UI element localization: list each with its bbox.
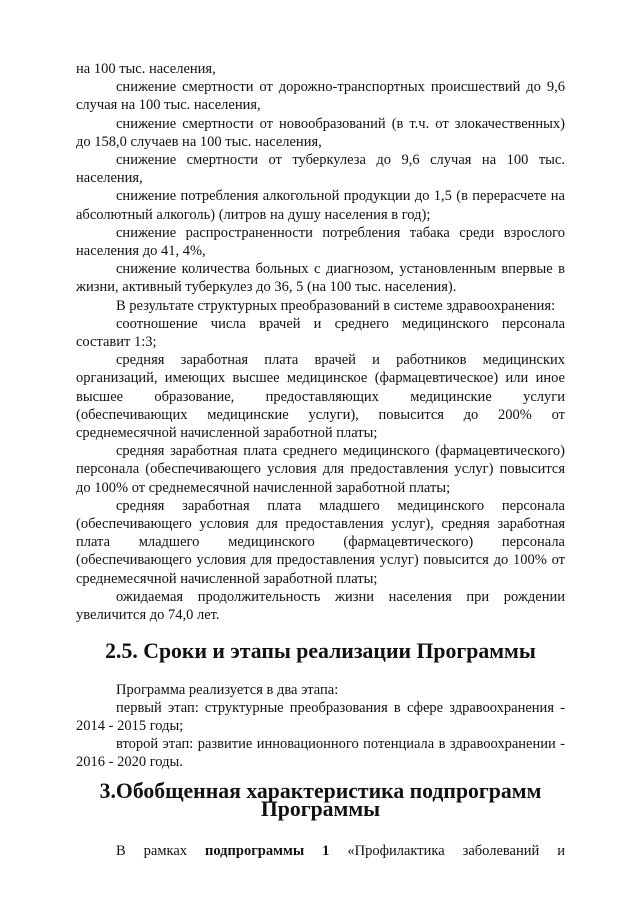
paragraph: ожидаемая продолжительность жизни населения при рождении увеличится до 74,0 лет. — [76, 588, 565, 624]
paragraph: Программа реализуется в два этапа: — [116, 681, 339, 698]
paragraph: снижение количества больных с диагнозом, установленным впервые в жизни, активный туберкулез до 36, 5 (на 100 тыс. населения). — [76, 261, 565, 296]
paragraph: на 100 тыс. населения, — [76, 61, 216, 77]
paragraph: снижение смертности от новообразований (в т.ч. от злокачественных) до 158,0 случаев на 100 тыс. населения, — [76, 115, 565, 150]
intro-text: «Профилактика заболеваний и — [329, 842, 565, 859]
paragraph: средняя заработная плата среднего медицинского (фармацевтического) персонала (обеспечивающего условия для предоставления услуг) повысится до 100% от среднемесячной начисленной заработной платы; — [76, 443, 565, 496]
paragraph: снижение смертности от туберкулеза до 9,6 случая на 100 тыс. населения, — [76, 152, 565, 187]
document-page — [76, 60, 565, 860]
paragraph: соотношение числа врачей и среднего медицинского персонала составит 1:3; — [76, 315, 565, 351]
subprogram-name: подпрограммы 1 — [205, 842, 330, 859]
paragraph — [76, 842, 565, 860]
section-heading: 2.5. Сроки и этапы реализации Программы — [105, 639, 536, 664]
paragraph: второй этап: развитие инновационного потенциала в здравоохранении - 2016 - 2020 годы. — [76, 736, 565, 771]
paragraph: средняя заработная плата врачей и работников медицинских организаций, имеющих высшее медицинское (фармацевтическое) или иное высшее образование, предоставляющих медицинские услуги (обеспечивающих медицинские услуги), повысится до 200% от среднемесячной начисленной заработной платы; — [76, 352, 565, 442]
paragraph: снижение смертности от дорожно-транспортных происшествий до 9,6 случая на 100 тыс. населения, — [76, 79, 565, 114]
paragraph: первый этап: структурные преобразования в сфере здравоохранения - 2014 - 2015 годы; — [76, 699, 565, 734]
paragraph: снижение распространенности потребления табака среди взрослого населения до 41, 4%, — [76, 224, 565, 260]
paragraph: В результате структурных преобразований в системе здравоохранения: — [116, 297, 556, 314]
section-heading: 3.Обобщенная характеристика подпрограмм Программы — [99, 778, 542, 821]
paragraph: средняя заработная плата младшего медицинского персонала (обеспечивающего условия для предоставления услуг), средняя заработная плата младшего медицинского (фармацевтического) персонала (обеспечивающего условия для предоставления услуг) повысится до 100% от среднемесячной начисленной заработной платы; — [76, 497, 565, 587]
intro-text: В рамках — [116, 842, 205, 859]
paragraph: снижение потребления алкогольной продукции до 1,5 (в перерасчете на абсолютный алкоголь) (литров на душу населения в год); — [76, 188, 565, 223]
